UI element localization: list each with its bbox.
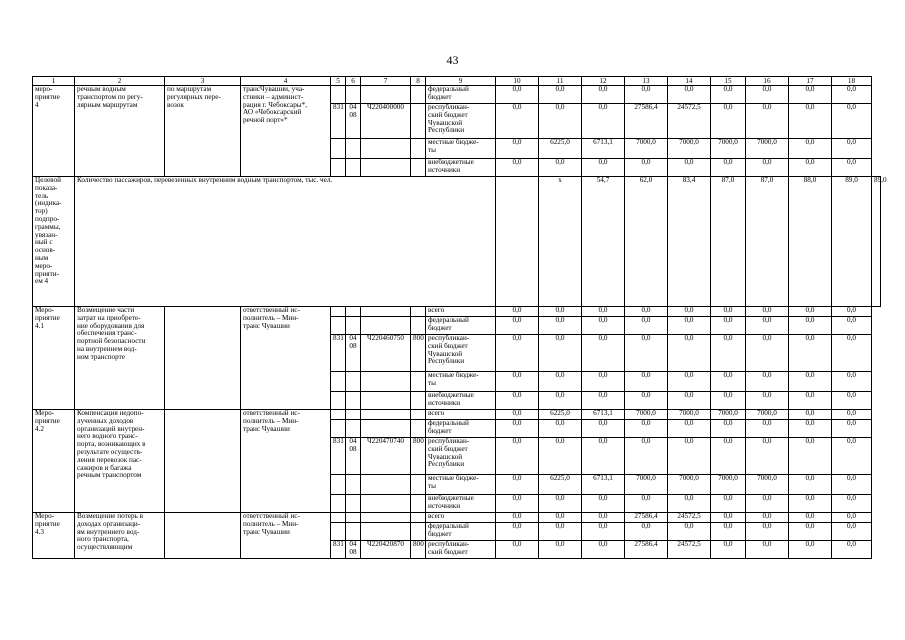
funding-value: 0,0 — [496, 410, 539, 420]
code-cell — [361, 420, 411, 438]
target-value: 89,0 — [832, 177, 872, 307]
funding-value: 6713,1 — [582, 410, 625, 420]
funding-value: 0,0 — [789, 523, 832, 541]
funding-value: 0,0 — [625, 86, 668, 104]
funding-value: 0,0 — [832, 410, 872, 420]
funding-value: 0,0 — [539, 438, 582, 475]
funding-value: 0,0 — [582, 420, 625, 438]
code-cell — [346, 86, 361, 104]
funding-value: 0,0 — [832, 86, 872, 104]
funding-value: 0,0 — [625, 372, 668, 392]
funding-value: 0,0 — [746, 372, 789, 392]
code-cell — [346, 495, 361, 513]
code-cell — [346, 159, 361, 177]
code-cell — [346, 307, 361, 317]
funding-source: республикан- ский бюджет Чувашской Республики — [426, 335, 496, 372]
funding-source: местные бюдже- ты — [426, 475, 496, 495]
funding-value: 0,0 — [625, 495, 668, 513]
measure-responsible: ответственный ис- полнитель – Мин- транс Чувашии — [241, 513, 331, 559]
funding-value: 0,0 — [496, 317, 539, 335]
column-number: 7 — [361, 77, 411, 86]
target-value: 87,0 — [746, 177, 789, 307]
code-cell — [331, 139, 346, 159]
code-cell — [411, 307, 426, 317]
column-number: 9 — [426, 77, 496, 86]
table-row — [33, 410, 881, 420]
target-row — [33, 177, 881, 307]
funding-value: 0,0 — [539, 420, 582, 438]
funding-value: 0,0 — [582, 392, 625, 410]
funding-value: 0,0 — [832, 317, 872, 335]
column-number: 6 — [346, 77, 361, 86]
column-number: 10 — [496, 77, 539, 86]
funding-value: 0,0 — [496, 86, 539, 104]
funding-value: 0,0 — [789, 420, 832, 438]
funding-value: 0,0 — [582, 513, 625, 523]
funding-value: 0,0 — [832, 372, 872, 392]
funding-value: 0,0 — [832, 523, 872, 541]
budget-code: 831 — [331, 438, 346, 475]
code-cell — [411, 475, 426, 495]
funding-value: 0,0 — [582, 159, 625, 177]
code-cell — [361, 475, 411, 495]
funding-value: 7000,0 — [668, 410, 711, 420]
funding-value: 0,0 — [496, 495, 539, 513]
table-cell — [496, 177, 539, 307]
funding-value: 0,0 — [746, 335, 789, 372]
funding-source: местные бюдже- ты — [426, 139, 496, 159]
code-cell — [361, 392, 411, 410]
code-cell — [331, 495, 346, 513]
funding-value: 0,0 — [711, 495, 746, 513]
funding-value: 0,0 — [711, 317, 746, 335]
funding-value: 0,0 — [746, 307, 789, 317]
funding-value: 0,0 — [789, 335, 832, 372]
code-cell — [346, 523, 361, 541]
code-cell — [411, 392, 426, 410]
funding-value: 0,0 — [539, 317, 582, 335]
funding-value: 0,0 — [496, 475, 539, 495]
column-number: 12 — [582, 77, 625, 86]
funding-source: всего — [426, 307, 496, 317]
funding-source: республикан- ский бюджет Чувашской Республики — [426, 104, 496, 139]
funding-value: 0,0 — [625, 392, 668, 410]
budget-code: 04 08 — [346, 438, 361, 475]
funding-value: 0,0 — [496, 372, 539, 392]
code-cell — [411, 86, 426, 104]
funding-value: 0,0 — [832, 513, 872, 523]
code-cell — [361, 523, 411, 541]
funding-value: 27586,4 — [625, 541, 668, 559]
funding-value: 0,0 — [711, 513, 746, 523]
funding-value: 0,0 — [789, 159, 832, 177]
code-cell — [331, 420, 346, 438]
funding-value: 0,0 — [832, 307, 872, 317]
funding-value: 0,0 — [625, 317, 668, 335]
funding-value: 0,0 — [582, 335, 625, 372]
funding-value: 0,0 — [789, 392, 832, 410]
funding-value: 0,0 — [789, 86, 832, 104]
funding-value: 0,0 — [582, 86, 625, 104]
funding-value: 0,0 — [582, 372, 625, 392]
funding-value: 0,0 — [711, 541, 746, 559]
funding-value: 0,0 — [832, 541, 872, 559]
funding-value: 0,0 — [832, 335, 872, 372]
funding-value: 0,0 — [711, 159, 746, 177]
code-cell — [346, 513, 361, 523]
target-value: 62,0 — [625, 177, 668, 307]
funding-value: 0,0 — [668, 438, 711, 475]
funding-source: внебюджетные источники — [426, 159, 496, 177]
funding-value: 0,0 — [625, 523, 668, 541]
funding-source: федеральный бюджет — [426, 523, 496, 541]
code-cell — [411, 513, 426, 523]
funding-source: внебюджетные источники — [426, 392, 496, 410]
funding-value: 0,0 — [668, 335, 711, 372]
measure-description: Возмещение части затрат на приобрете- ние оборудования для обеспечения транс- портной безопасности на внутреннем вод- ном транспорте — [75, 307, 165, 410]
funding-value: 0,0 — [746, 495, 789, 513]
measure-responsible: ответственный ис- полнитель – Мин- транс Чувашии — [241, 307, 331, 410]
program-funding-table — [32, 76, 887, 559]
target-value: 88,0 — [789, 177, 832, 307]
funding-value: 0,0 — [789, 513, 832, 523]
code-cell — [331, 159, 346, 177]
target-value: 89,0 — [872, 177, 881, 307]
code-cell — [361, 317, 411, 335]
budget-code: Ч220400000 — [361, 104, 411, 139]
code-cell — [361, 495, 411, 513]
target-value: х — [539, 177, 582, 307]
funding-value: 0,0 — [539, 523, 582, 541]
funding-value: 0,0 — [496, 392, 539, 410]
measure-description: речным водным транспортом по регу- лярным маршрутам — [75, 86, 165, 177]
table-row — [33, 307, 881, 317]
funding-value: 0,0 — [711, 438, 746, 475]
funding-value: 0,0 — [668, 307, 711, 317]
funding-value: 7000,0 — [711, 139, 746, 159]
funding-value: 0,0 — [832, 438, 872, 475]
measure-goal — [165, 307, 241, 410]
funding-value: 0,0 — [539, 307, 582, 317]
funding-value: 0,0 — [539, 104, 582, 139]
funding-value: 0,0 — [746, 392, 789, 410]
code-cell — [411, 139, 426, 159]
table-row — [33, 86, 881, 104]
funding-value: 0,0 — [668, 420, 711, 438]
funding-value: 6225,0 — [539, 410, 582, 420]
budget-code: 831 — [331, 335, 346, 372]
code-cell — [361, 410, 411, 420]
code-cell — [361, 159, 411, 177]
funding-value: 0,0 — [539, 159, 582, 177]
funding-value: 0,0 — [746, 159, 789, 177]
funding-value: 0,0 — [832, 495, 872, 513]
code-cell — [411, 420, 426, 438]
funding-value: 0,0 — [746, 104, 789, 139]
budget-code: 04 08 — [346, 104, 361, 139]
code-cell — [411, 410, 426, 420]
funding-value: 0,0 — [496, 159, 539, 177]
funding-value: 0,0 — [625, 307, 668, 317]
funding-value: 0,0 — [711, 392, 746, 410]
measure-goal — [165, 410, 241, 513]
code-cell — [331, 307, 346, 317]
funding-value: 0,0 — [711, 523, 746, 541]
funding-value: 0,0 — [539, 495, 582, 513]
funding-value: 0,0 — [832, 159, 872, 177]
column-number: 18 — [832, 77, 872, 86]
column-number: 8 — [411, 77, 426, 86]
funding-value: 0,0 — [746, 420, 789, 438]
funding-value: 0,0 — [539, 335, 582, 372]
code-cell — [331, 410, 346, 420]
funding-value: 0,0 — [789, 307, 832, 317]
budget-code: Ч220420870 — [361, 541, 411, 559]
funding-value: 6225,0 — [539, 139, 582, 159]
funding-value: 0,0 — [668, 86, 711, 104]
code-cell — [346, 139, 361, 159]
funding-value: 0,0 — [789, 541, 832, 559]
funding-value: 0,0 — [711, 372, 746, 392]
funding-value: 0,0 — [582, 104, 625, 139]
funding-value: 0,0 — [832, 139, 872, 159]
target-value: 83,4 — [668, 177, 711, 307]
funding-value: 0,0 — [668, 317, 711, 335]
column-number: 11 — [539, 77, 582, 86]
column-number: 14 — [668, 77, 711, 86]
measure-description: Компенсация недопо- лученных доходов организаций внутрен- него водного транс- порта, возникающих в результате осуществ- ления перевозок пас- сажиров и багажа речным транспортом — [75, 410, 165, 513]
funding-source: республикан- ский бюджет — [426, 541, 496, 559]
column-number: 13 — [625, 77, 668, 86]
code-cell — [331, 372, 346, 392]
funding-value: 0,0 — [711, 335, 746, 372]
budget-code: 04 08 — [346, 541, 361, 559]
funding-value: 0,0 — [625, 335, 668, 372]
target-indicator-text: Количество пассажиров, перевезенных внутренним водным транспортом, тыс. чел. — [75, 177, 496, 307]
funding-value: 0,0 — [582, 317, 625, 335]
funding-value: 0,0 — [789, 410, 832, 420]
funding-value: 0,0 — [625, 438, 668, 475]
funding-value: 7000,0 — [746, 410, 789, 420]
table-row — [33, 513, 881, 523]
funding-value: 0,0 — [789, 139, 832, 159]
code-cell — [411, 523, 426, 541]
column-number: 2 — [75, 77, 165, 86]
code-cell — [361, 513, 411, 523]
measure-responsible: ответственный ис- полнитель – Мин- транс Чувашии — [241, 410, 331, 513]
budget-code — [411, 104, 426, 139]
funding-value: 0,0 — [746, 541, 789, 559]
funding-source: федеральный бюджет — [426, 86, 496, 104]
funding-value: 6225,0 — [539, 475, 582, 495]
funding-value: 0,0 — [668, 523, 711, 541]
funding-value: 0,0 — [789, 495, 832, 513]
funding-value: 0,0 — [496, 523, 539, 541]
funding-value: 24572,5 — [668, 104, 711, 139]
funding-value: 0,0 — [496, 541, 539, 559]
measure-name: Меро- приятие 4.1 — [33, 307, 75, 410]
funding-value: 0,0 — [711, 86, 746, 104]
funding-value: 0,0 — [496, 420, 539, 438]
funding-value: 0,0 — [539, 372, 582, 392]
budget-code: 800 — [411, 335, 426, 372]
budget-code: 04 08 — [346, 335, 361, 372]
funding-value: 0,0 — [668, 159, 711, 177]
funding-source: всего — [426, 410, 496, 420]
funding-value: 0,0 — [496, 307, 539, 317]
funding-value: 0,0 — [582, 541, 625, 559]
funding-value: 0,0 — [746, 523, 789, 541]
code-cell — [411, 159, 426, 177]
funding-value: 0,0 — [496, 513, 539, 523]
budget-code: 800 — [411, 438, 426, 475]
funding-value: 24572,5 — [668, 541, 711, 559]
funding-source: федеральный бюджет — [426, 420, 496, 438]
budget-code: 831 — [331, 541, 346, 559]
funding-value: 0,0 — [789, 438, 832, 475]
column-number: 3 — [165, 77, 241, 86]
funding-value: 0,0 — [625, 159, 668, 177]
funding-value: 0,0 — [789, 317, 832, 335]
code-cell — [346, 420, 361, 438]
funding-value: 0,0 — [539, 392, 582, 410]
measure-responsible: трансЧувашии, уча- стники – админист- рация г. Чебоксары*, АО «Чебоксарский речной порт»* — [241, 86, 331, 177]
funding-value: 0,0 — [496, 139, 539, 159]
code-cell — [411, 372, 426, 392]
code-cell — [411, 317, 426, 335]
budget-code: 831 — [331, 104, 346, 139]
code-cell — [361, 86, 411, 104]
funding-value: 24572,5 — [668, 513, 711, 523]
funding-value: 0,0 — [496, 335, 539, 372]
column-number: 17 — [789, 77, 832, 86]
funding-value: 6713,1 — [582, 139, 625, 159]
funding-value: 0,0 — [789, 372, 832, 392]
funding-value: 0,0 — [668, 372, 711, 392]
funding-value: 0,0 — [668, 392, 711, 410]
measure-name: Меро- приятие 4.3 — [33, 513, 75, 559]
code-cell — [331, 475, 346, 495]
measure-description: Возмещение потерь в доходах организаци- ям внутреннего вод- ного транспорта, осуществляющим — [75, 513, 165, 559]
funding-value: 0,0 — [832, 392, 872, 410]
column-number: 16 — [746, 77, 789, 86]
budget-code: Ч220470740 — [361, 438, 411, 475]
measure-name: Меро- приятие 4.2 — [33, 410, 75, 513]
code-cell — [346, 392, 361, 410]
measure-name: меро- приятие 4 — [33, 86, 75, 177]
funding-value: 0,0 — [746, 317, 789, 335]
funding-value: 27586,4 — [625, 513, 668, 523]
funding-value: 0,0 — [625, 420, 668, 438]
funding-value: 0,0 — [496, 104, 539, 139]
code-cell — [331, 86, 346, 104]
code-cell — [361, 139, 411, 159]
code-cell — [346, 372, 361, 392]
funding-value: 0,0 — [582, 438, 625, 475]
funding-value: 0,0 — [539, 541, 582, 559]
funding-value: 7000,0 — [746, 475, 789, 495]
funding-source: республикан- ский бюджет Чувашской Республики — [426, 438, 496, 475]
column-number: 1 — [33, 77, 75, 86]
funding-value: 27586,4 — [625, 104, 668, 139]
funding-source: федеральный бюджет — [426, 317, 496, 335]
code-cell — [411, 495, 426, 513]
funding-source: внебюджетные источники — [426, 495, 496, 513]
funding-value: 7000,0 — [625, 139, 668, 159]
funding-value: 0,0 — [711, 420, 746, 438]
target-value: 87,0 — [711, 177, 746, 307]
code-cell — [346, 317, 361, 335]
budget-code: Ч220460750 — [361, 335, 411, 372]
measure-goal — [165, 513, 241, 559]
target-value: 54,7 — [582, 177, 625, 307]
funding-value: 0,0 — [789, 104, 832, 139]
code-cell — [331, 523, 346, 541]
code-cell — [331, 317, 346, 335]
funding-value: 7000,0 — [668, 475, 711, 495]
funding-value: 0,0 — [582, 523, 625, 541]
funding-value: 0,0 — [539, 513, 582, 523]
funding-value: 0,0 — [539, 86, 582, 104]
funding-value: 0,0 — [711, 307, 746, 317]
column-number: 5 — [331, 77, 346, 86]
budget-code: 800 — [411, 541, 426, 559]
funding-value: 7000,0 — [746, 139, 789, 159]
funding-value: 0,0 — [789, 475, 832, 495]
funding-value: 0,0 — [832, 104, 872, 139]
funding-value: 7000,0 — [668, 139, 711, 159]
funding-value: 6713,1 — [582, 475, 625, 495]
funding-value: 7000,0 — [711, 410, 746, 420]
funding-source: местные бюдже- ты — [426, 372, 496, 392]
code-cell — [331, 513, 346, 523]
funding-value: 0,0 — [668, 495, 711, 513]
page-number: 43 — [446, 53, 459, 67]
code-cell — [361, 372, 411, 392]
funding-value: 7000,0 — [625, 475, 668, 495]
funding-value: 7000,0 — [625, 410, 668, 420]
funding-value: 0,0 — [496, 438, 539, 475]
column-number: 4 — [241, 77, 331, 86]
funding-value: 0,0 — [746, 438, 789, 475]
funding-value: 0,0 — [832, 475, 872, 495]
funding-value: 0,0 — [582, 307, 625, 317]
funding-value: 0,0 — [832, 420, 872, 438]
target-indicator-label: Целевой показа- тель (индика- тор) подпро- граммы, увязан- ный с основ- ным меро- прияти- ем 4 — [33, 177, 75, 307]
code-cell — [361, 307, 411, 317]
code-cell — [346, 410, 361, 420]
funding-value: 0,0 — [746, 513, 789, 523]
measure-goal: по маршрутам регулярных пере- возок — [165, 86, 241, 177]
code-cell — [346, 475, 361, 495]
funding-value: 7000,0 — [711, 475, 746, 495]
funding-value: 0,0 — [746, 86, 789, 104]
code-cell — [331, 392, 346, 410]
funding-value: 0,0 — [582, 495, 625, 513]
funding-value: 0,0 — [711, 104, 746, 139]
funding-source: всего — [426, 513, 496, 523]
column-number: 15 — [711, 77, 746, 86]
